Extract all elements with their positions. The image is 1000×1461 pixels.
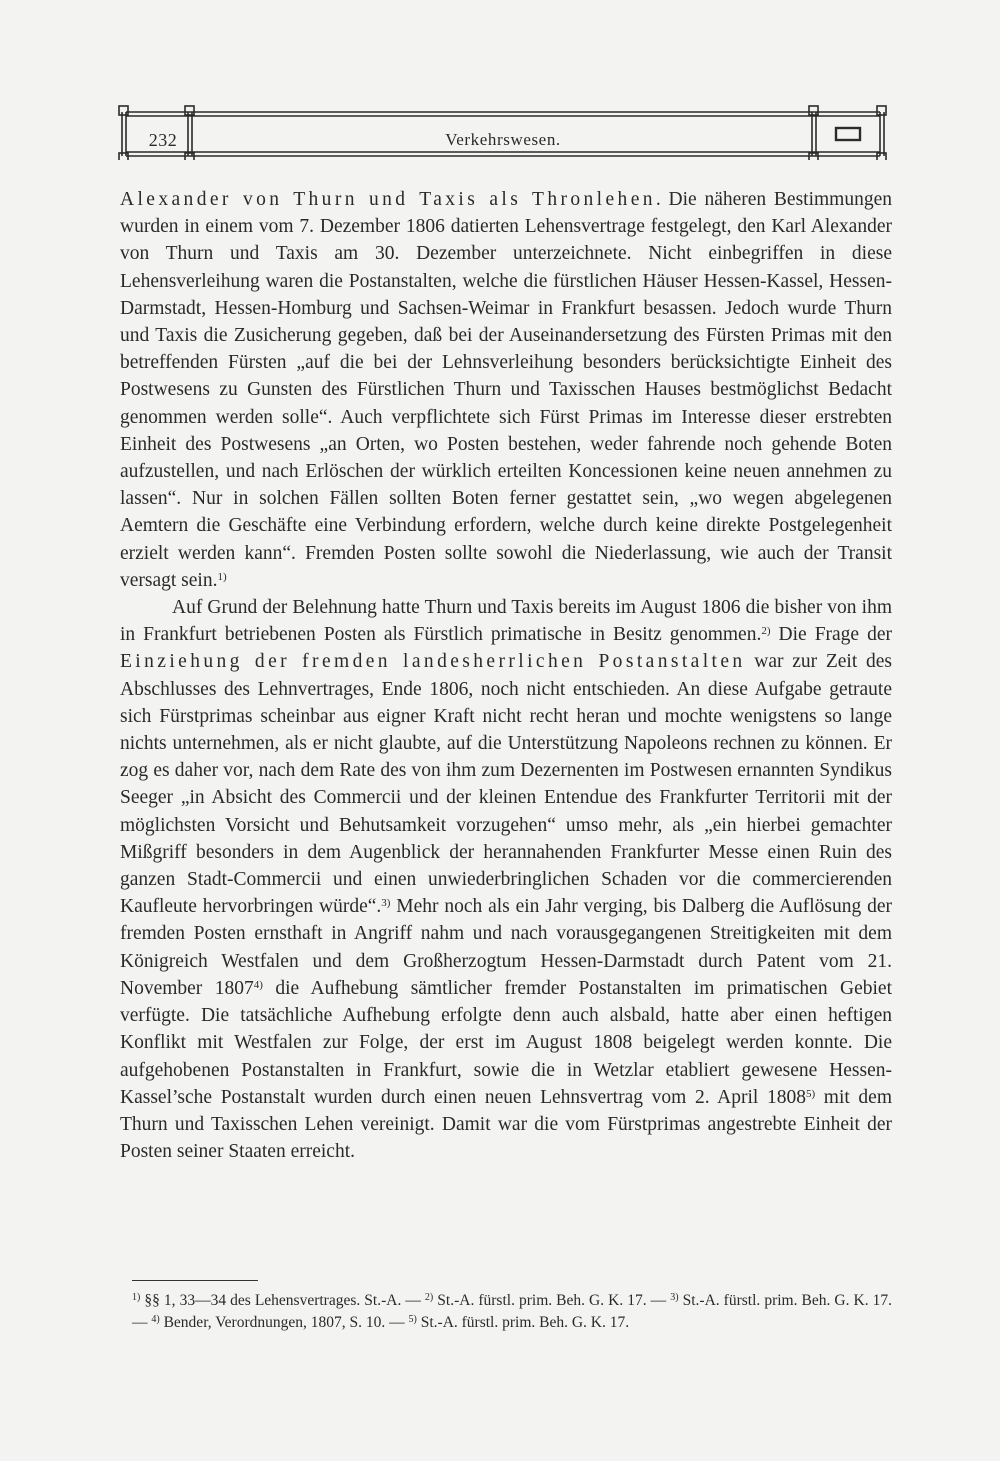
footnote-marker: 4) (151, 1314, 160, 1325)
emphasized-text: Alexander von Thurn und Taxis als Thronlehen (120, 189, 656, 210)
rectangle-icon (836, 128, 860, 140)
text-run: St.-A. fürstl. prim. Beh. G. K. 17. — (132, 1292, 892, 1331)
footnotes (132, 1290, 892, 1334)
text-run: Bender, Verordnungen, 1807, S. 10. — (159, 1314, 409, 1331)
footnote-marker: 5) (408, 1314, 417, 1325)
footnote-marker: 3) (381, 897, 391, 910)
footnote-marker: 3) (670, 1292, 679, 1303)
footnote-marker: 1) (132, 1292, 141, 1303)
text-run: St.-A. fürstl. prim. Beh. G. K. 17. — (433, 1292, 671, 1309)
page-number: 232 (148, 130, 178, 150)
paragraph (120, 186, 892, 594)
text-run: die Aufhebung sämtlicher fremder Postanstalten im primatischen Gebiet verfügte. Die tatsächliche Aufhebung erfolgte denn auch alsbald, hatte aber einen heftigen Konflikt mit Westfalen zur Folge, der erst im August 1808 beigelegt werden konnte. Die aufgehobenen Postanstalten in Frankfurt, sowie die in Wetzlar etabliert gewesene Hessen-Kassel’sche Postanstalt wurden durch einen neuen Lehnsvertrag vom 2. April 1808 (120, 977, 892, 1108)
text-run: Die Frage der (770, 624, 893, 646)
body-text (120, 186, 892, 1165)
footnote-marker: 1) (217, 570, 227, 583)
text-run: Auf Grund der Belehnung hatte Thurn und Taxis bereits im August 1806 die bisher von ihm in Frankfurt betriebenen Posten als Fürstlich primatische in Besitz genommen. (120, 597, 892, 646)
footnote-marker: 5) (805, 1087, 816, 1100)
text-run: . Die näheren Bestimmungen wurden in einem vom 7. Dezember 1806 datierten Lehensvertrage festgelegt, den Karl Alexander von Thurn und Taxis am 30. Dezember unterzeichnete. Nicht einbegriffen in diese Lehensverleihung waren die Postanstalten, welche die fürstlichen Häuser Hessen-Kassel, Hessen-Darmstadt, Hessen-Homburg und Sachsen-Weimar in Frankfurt besassen. Jedoch wurde Thurn und Taxis die Zusicherung gegeben, daß bei der Auseinandersetzung des Fürsten Primas mit den betreffenden Fürsten „auf die bei der Lehnsverleihung besonders berücksichtigte Einheit des Postwesens zu Gunsten des Fürstlichen Thurn und Taxisschen Hauses bestmöglichst Bedacht genommen werden solle“. Auch verpflichtete sich Fürst Primas im Interesse dieser erstrebten Einheit des Postwesens „an Orten, wo Posten bestehen, weder fahrende noch gehende Boten aufzustellen, und nach Erlöschen der würklich erteilten Koncessionen keine neuen annehmen zu lassen“. Nur in solchen Fällen sollten Boten ferner gestattet sein, „wo wegen abgelegenen Aemtern die Geschäfte eine Verbindung erfordern, welche durch keine direkte Postgelegenheit erzielt werden kann“. Fremden Posten sollte sowohl die Niederlassung, wie auch der Transit versagt sein. (120, 189, 892, 591)
text-run: mit dem Thurn und Taxisschen Lehen vereinigt. Damit war die vom Fürstprimas angestrebte Einheit der Posten seiner Staaten erreicht. (120, 1086, 892, 1163)
footnote-divider (132, 1280, 258, 1281)
emphasized-text: Einziehung der fremden landesherrlichen Postanstalten (120, 651, 746, 673)
footnote-marker: 2) (761, 625, 771, 638)
running-header (118, 104, 888, 160)
text-run: St.-A. fürstl. prim. Beh. G. K. 17. (416, 1314, 630, 1331)
paragraph (120, 594, 892, 1165)
footnote-marker: 4) (253, 978, 263, 991)
text-run: war zur Zeit des Abschlusses des Lehnvertrages, Ende 1806, noch nicht entschieden. An diese Aufgabe getraute sich Fürstprimas scheinbar aus eigner Kraft nicht recht heran und mochte wenigstens so lange nichts unternehmen, als er nicht glaubte, auf die Unterstützung Napoleons rechnen zu können. Er zog es daher vor, nach dem Rate des von ihm zum Dezernenten im Postwesen ernannten Syndikus Seeger „in Absicht des Commercii und der kleinen Entendue des Frankfurter Territorii mit der möglichsten Vorsicht und Behutsamkeit vorzugehen“ umso mehr, als „ein hierbei gemachter Mißgriff besonders in dem Augenblick der herannahenden Frankfurter Messe einen Ruin des ganzen Stadt-Commercii und einen unwiederbringlichen Schaden vor die commercierenden Kaufleute hervorbringen würde“. (120, 651, 892, 918)
text-run: Mehr noch als ein Jahr verging, bis Dalberg die Auflösung der fremden Posten ernsthaft in Angriff nahm und nach vorausgegangenen Streitigkeiten mit dem Königreich Westfalen und dem Großherzogtum Hessen-Darmstadt durch Patent vom 21. November 1807 (120, 896, 892, 999)
footnote-marker: 2) (424, 1292, 434, 1303)
running-title: Verkehrswesen. (445, 130, 561, 149)
text-run: §§ 1, 33—34 des Lehensvertrages. St.-A. — (140, 1292, 425, 1309)
